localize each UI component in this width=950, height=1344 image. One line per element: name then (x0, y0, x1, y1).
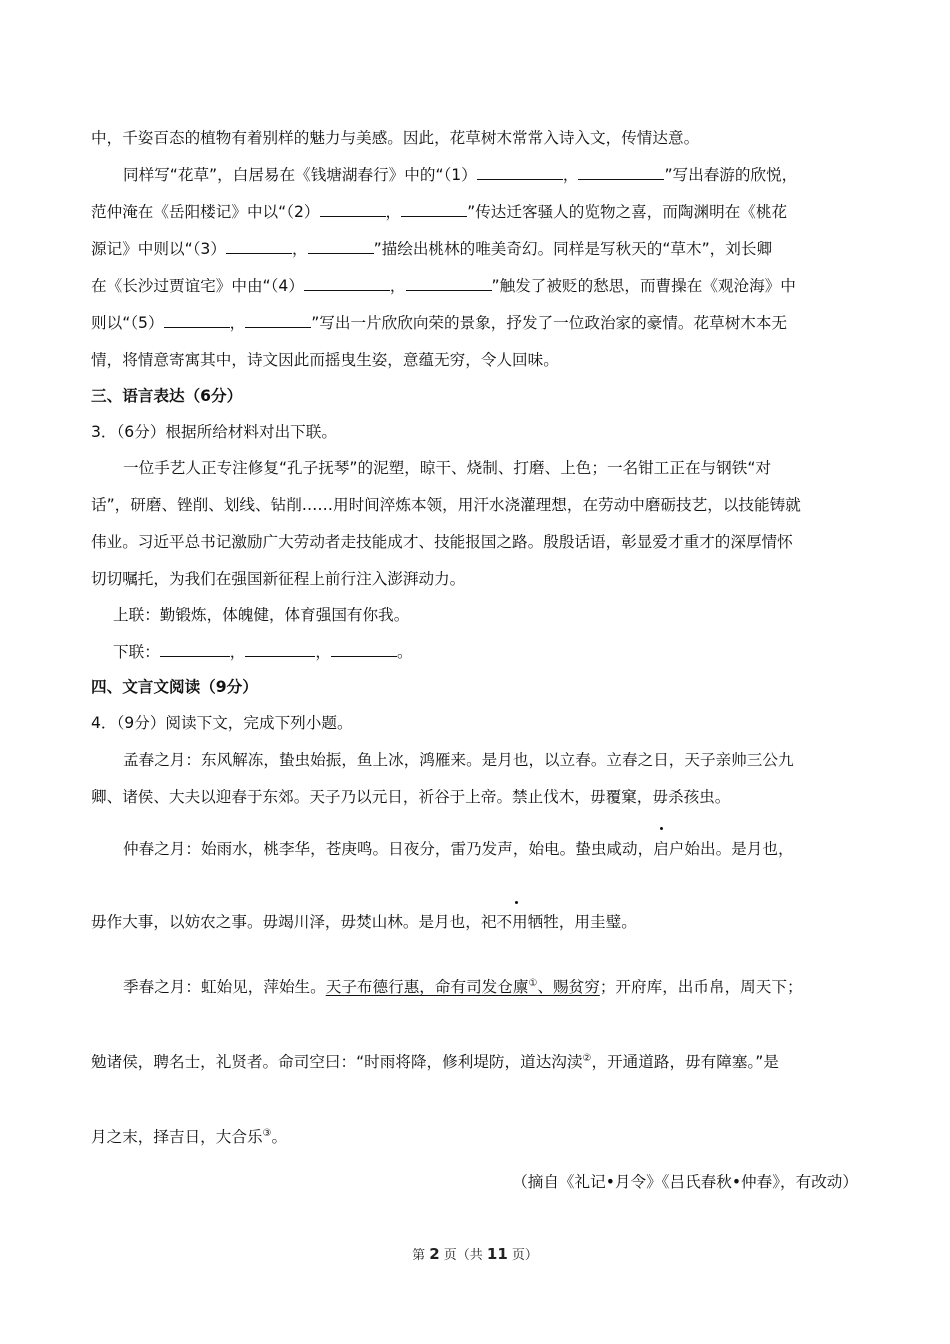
material-line-3: 伟业。习近平总书记激励广大劳动者走技能成才、技能报国之路。殷殷话语，彰显爱才重才的深厚情怀 (91, 533, 793, 551)
fill-line-3: 源记》中则以“（3） ， ”描绘出桃林的唯美奇幻。同样是写秋天的“草木”，刘长卿 (91, 240, 773, 258)
passage-spring-1-line-1: 孟春之月：东风解冻，蛰虫始振，鱼上冰，鸿雁来。是月也，以立春。立春之日，天子亲帅三公九 (123, 751, 794, 769)
question-3-prompt: 3．（6分）根据所给材料对出下联。 (91, 423, 337, 441)
section-heading-classical: 四、文言文阅读（9分） (91, 678, 258, 696)
answer-blank-4a[interactable] (304, 276, 390, 291)
underlined-sentence: 天子布德行惠，命有司发仓廪①、赐贫穷 (325, 978, 600, 996)
answer-blank-3a[interactable] (226, 239, 292, 254)
emphasis-dot (515, 901, 518, 904)
passage-spring-1-line-2: 卿、诸侯、大夫以迎春于东郊。天子乃以元日，祈谷于上帝。禁止伐木，毋覆窠，毋杀孩虫。 (91, 788, 731, 806)
passage-spring-2-line-2: 毋作大事，以妨农之事。毋竭川泽，毋焚山林。是月也，祀不用牺牲，用圭璧。 (91, 913, 637, 931)
answer-blank-5b[interactable] (245, 313, 311, 328)
passage-spring-3-line-2: 勉诸侯，聘名士，礼贤者。命司空曰：“时雨将降，修利堤防，道达沟渎②，开通道路，毋有障塞。”是 (91, 1053, 779, 1071)
fill-line-2: 范仲淹在《岳阳楼记》中以“（2） ， ”传达迁客骚人的览物之喜，而陶渊明在《桃花 (91, 203, 788, 221)
answer-blank-1b[interactable] (578, 165, 664, 180)
source-citation: （摘自《礼记•月令》《吕氏春秋•仲春》，有改动） (512, 1173, 858, 1191)
answer-blank-4b[interactable] (406, 276, 492, 291)
couplet-blank-2[interactable] (245, 642, 315, 657)
emphasis-dot (660, 827, 663, 830)
question-4-prompt: 4．（9分）阅读下文，完成下列小题。 (91, 714, 353, 732)
answer-blank-2b[interactable] (401, 202, 467, 217)
passage-spring-2-line-1: 仲春之月：始雨水，桃李华，苍庚鸣。日夜分，雷乃发声，始电。蛰虫咸动，启户始出。是月也， (123, 840, 794, 858)
answer-blank-2a[interactable] (320, 202, 386, 217)
paragraph-intro-end: 中，千姿百态的植物有着别样的魅力与美感。因此，花草树木常常入诗入文，传情达意。 (91, 129, 700, 147)
couplet-blank-1[interactable] (160, 642, 230, 657)
couplet-blank-3[interactable] (331, 642, 397, 657)
page-total: 11 (486, 1245, 508, 1263)
material-line-2: 话”，研磨、锉削、划线、钻削……用时间淬炼本领，用汗水浇灌理想，在劳动中磨砺技艺，以技能铸就 (91, 496, 801, 514)
couplet-upper: 上联：勤锻炼，体魄健，体育强国有你我。 (113, 606, 410, 624)
couplet-lower: 下联： ， ， 。 (113, 643, 413, 661)
material-line-4: 切切嘱托，为我们在强国新征程上前行注入澎湃动力。 (91, 570, 466, 588)
answer-blank-5a[interactable] (164, 313, 230, 328)
material-line-1: 一位手艺人正专注修复“孔子抚琴”的泥塑，晾干、烧制、打磨、上色；一名钳工正在与钢铁“对 (123, 459, 771, 477)
fill-line-6: 情，将情意寄寓其中，诗文因此而摇曳生姿，意蕴无穷，令人回味。 (91, 351, 559, 369)
answer-blank-3b[interactable] (308, 239, 374, 254)
passage-spring-3-line-3: 月之末，择吉日，大合乐③。 (91, 1128, 288, 1146)
page-number: 2 (429, 1245, 440, 1263)
fill-line-5: 则以“（5） ， ”写出一片欣欣向荣的景象，抒发了一位政治家的豪情。花草树木本无 (91, 314, 788, 332)
answer-blank-1a[interactable] (477, 165, 563, 180)
passage-spring-3-line-1: 季春之月：虹始见，萍始生。天子布德行惠，命有司发仓廪①、赐贫穷；开府库，出币帛，周天下； (123, 978, 803, 996)
fill-line-4: 在《长沙过贾谊宅》中由“（4） ， ”触发了被贬的愁思，而曹操在《观沧海》中 (91, 277, 796, 295)
section-heading-language: 三、语言表达（6分） (91, 387, 243, 405)
fill-line-1: 同样写“花草”，白居易在《钱塘湖春行》中的“（1） ， ”写出春游的欣悦， (123, 166, 798, 184)
page-footer: 第 2 页（共 11 页） (412, 1245, 538, 1263)
